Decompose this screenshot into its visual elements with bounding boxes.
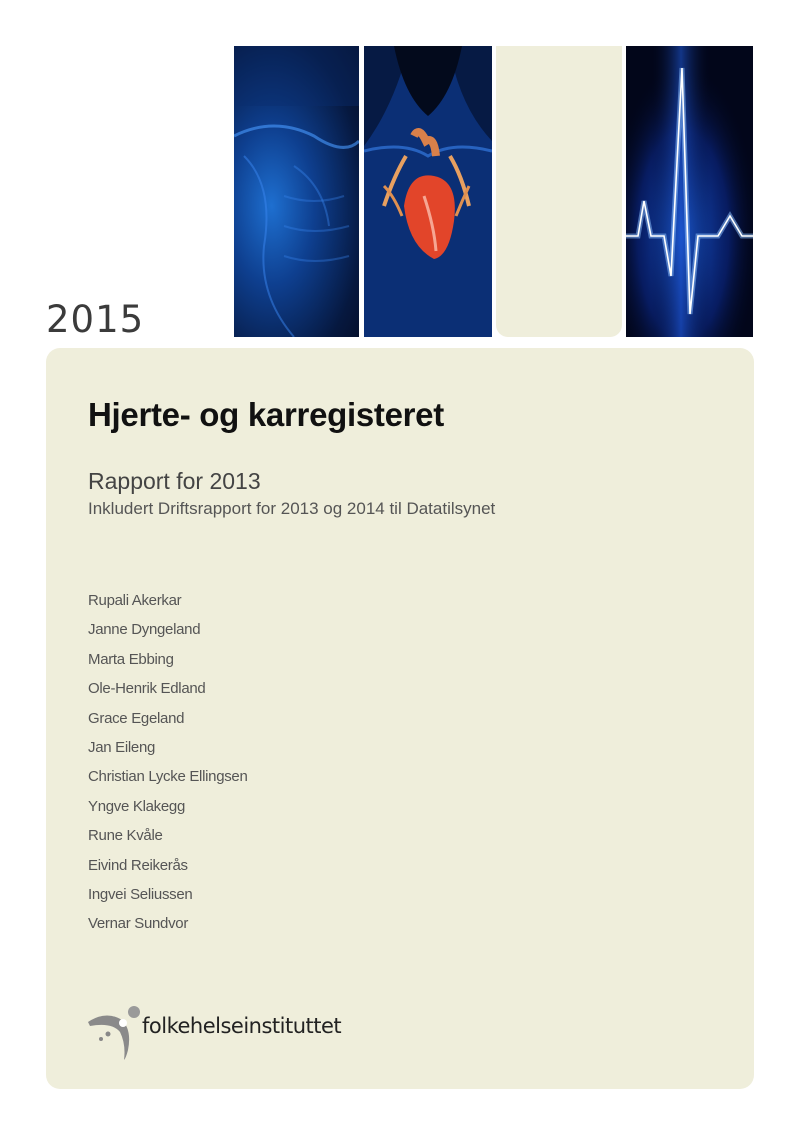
heart-anatomy-image	[364, 46, 492, 337]
author-name: Vernar Sundvor	[88, 915, 189, 933]
author-name: Grace Egeland	[88, 709, 185, 727]
chest-xray-image	[234, 46, 359, 337]
author-name: Eivind Reikerås	[88, 856, 188, 874]
author-name: Ingvei Seliussen	[88, 885, 193, 903]
author-name: Rune Kvåle	[88, 827, 163, 845]
author-name: Ole-Henrik Edland	[88, 680, 206, 698]
publisher-logo	[86, 1004, 386, 1064]
blank-beige-panel	[496, 46, 622, 337]
author-name: Marta Ebbing	[88, 650, 174, 668]
author-name: Yngve Klakegg	[88, 797, 186, 815]
author-name: Janne Dyngeland	[88, 621, 201, 639]
author-name: Jan Eileng	[88, 738, 156, 756]
year-label: 2015	[46, 298, 145, 341]
author-list	[88, 591, 248, 944]
fhi-swoosh-icon	[86, 1004, 142, 1064]
report-subtitle: Rapport for 2013	[88, 468, 261, 494]
ecg-heartbeat-image	[626, 46, 753, 337]
report-description: Inkludert Driftsrapport for 2013 og 2014 til Datatilsynet	[88, 499, 496, 518]
author-name: Christian Lycke Ellingsen	[88, 768, 248, 786]
publisher-name: folkehelseinstituttet	[142, 1014, 342, 1038]
author-name: Rupali Akerkar	[88, 592, 182, 609]
report-title: Hjerte- og karregisteret	[88, 396, 444, 433]
cover-content-card	[46, 348, 754, 1089]
